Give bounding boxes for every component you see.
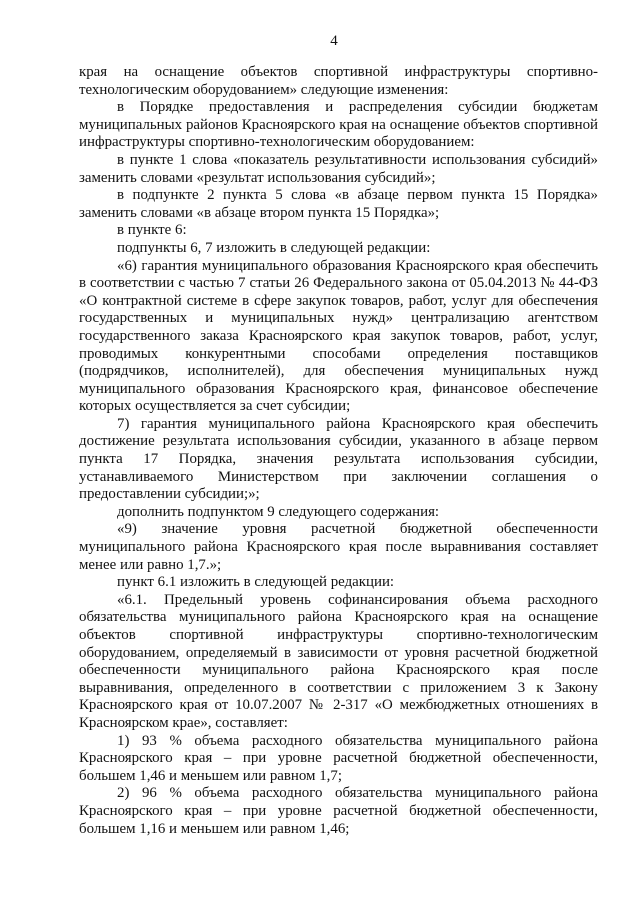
paragraph-item-1-change: в пункте 1 слова «показатель результативности использования субсидий» заменить словами «результат использования субсидий»; xyxy=(79,151,598,186)
paragraph-intro-continuation: края на оснащение объектов спортивной инфраструктуры спортивно-технологическим оборудованием» следующие изменения: xyxy=(79,64,598,98)
paragraph-add-subitem-9-header: дополнить подпунктом 9 следующего содержания: xyxy=(117,503,440,520)
paragraph-subitem-7: 7) гарантия муниципального района Красноярского края обеспечить достижение результата использования субсидии, указанного в абзаце первом пункта 17 Порядка, значения результата использования субсидии, устанавливаемого Министерством при заключении соглашения о предоставлении субсидии;»; xyxy=(79,415,598,503)
paragraph-item-6-1-header: пункт 6.1 изложить в следующей редакции: xyxy=(117,574,395,591)
paragraph-subitem-9: «9) значение уровня расчетной бюджетной обеспеченности муниципального района Красноярского края после выравнивания составляет менее или равно 1,7.»; xyxy=(79,521,598,573)
paragraph-item-6-1-option-2: 2) 96 % объема расходного обязательства муниципального района Красноярского края – при уровне расчетной бюджетной обеспеченности, большем 1,16 и меньшем или равном 1,46; xyxy=(79,785,598,837)
paragraph-item-5-change: в подпункте 2 пункта 5 слова «в абзаце первом пункта 15 Порядка» заменить словами «в абзаце втором пункта 15 Порядка»; xyxy=(79,187,598,221)
paragraph-procedure-changes: в Порядке предоставления и распределения субсидии бюджетам муниципальных районов Красноярского края на оснащение объектов спортивной инфраструктуры спортивно-технологическим оборудованием: xyxy=(79,99,598,151)
paragraph-item-6-1: «6.1. Предельный уровень софинансирования объема расходного обязательства муниципального района Красноярского края на оснащение объектов спортивной инфраструктуры спортивно-технологическим оборудованием, определяемый в зависимости от уровня расчетной бюджетной обеспеченности муниципального района Красноярского края после выравнивания, определенного в соответствии с приложением 3 к Закону Красноярского края от 10.07.2007 № 2-317 «О межбюджетных отношениях в Красноярском крае», составляет: xyxy=(79,591,598,731)
paragraph-item-6-1-option-1: 1) 93 % объема расходного обязательства муниципального района Красноярского края – при уровне расчетной бюджетной обеспеченности, большем 1,46 и меньшем или равном 1,7; xyxy=(79,732,598,784)
paragraph-subitem-6: «6) гарантия муниципального образования Красноярского края обеспечить в соответствии с частью 7 статьи 26 Федерального закона от 05.04.2013 № 44-ФЗ «О контрактной системе в сфере закупок товаров, работ, услуг для обеспечения государственных и муниципальных нужд» централизацию агентством государственного заказа Красноярского края закупок товаров, работ, услуг, проводимых конкурентными способами определения поставщиков (подрядчиков, исполнителей), для обеспечения муниципальных нужд муниципального образования Красноярского края, финансовое обеспечение которых осуществляется за счет субсидии; xyxy=(79,257,598,415)
document-body xyxy=(79,64,598,838)
paragraph-subitems-6-7-header: подпункты 6, 7 изложить в следующей редакции: xyxy=(117,239,431,256)
page-number: 4 xyxy=(330,33,338,49)
paragraph-item-6-header: в пункте 6: xyxy=(117,222,187,239)
